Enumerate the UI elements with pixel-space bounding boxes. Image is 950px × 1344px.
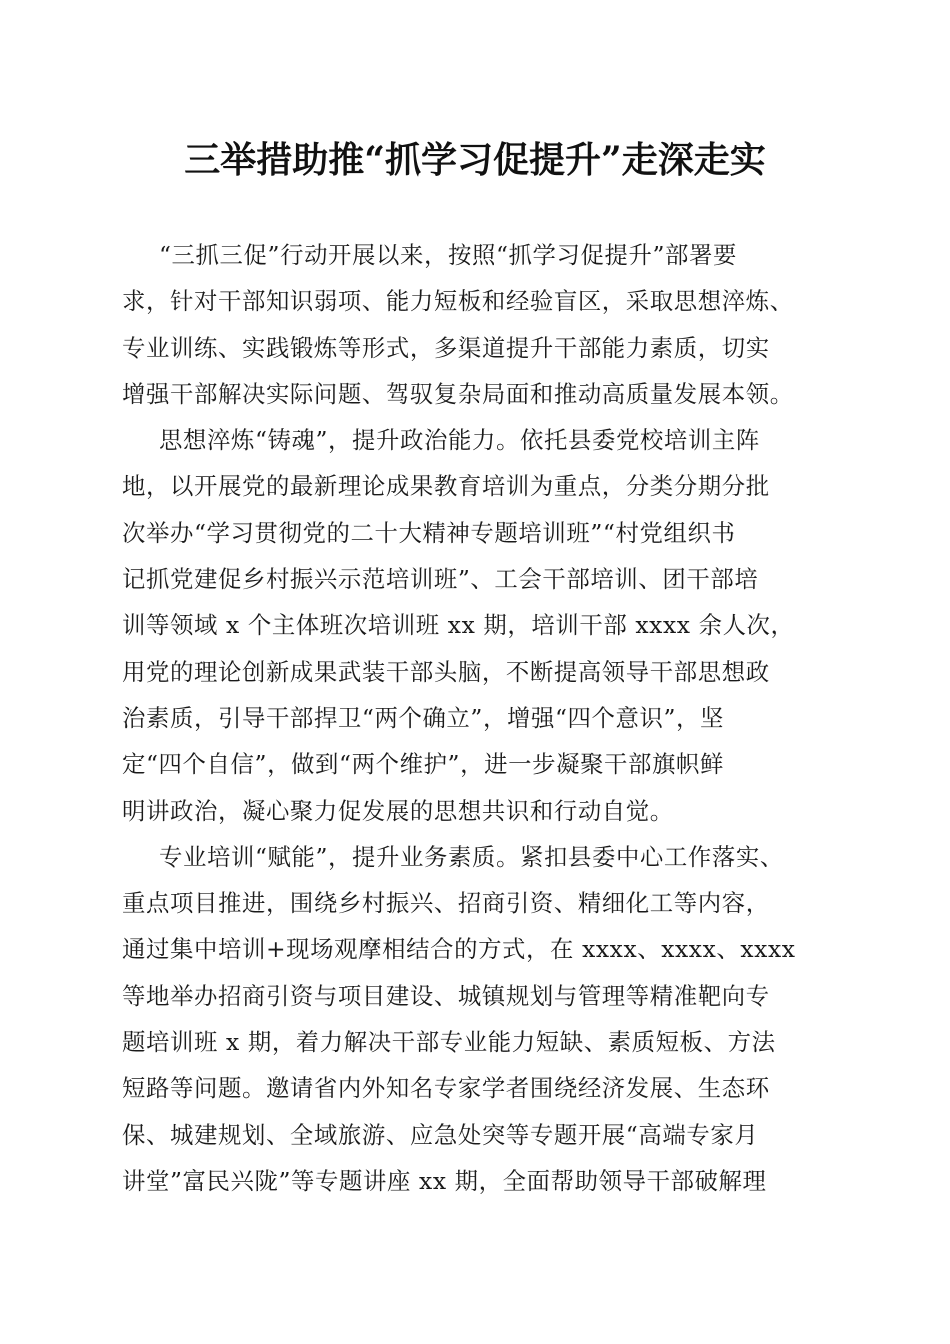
paragraph-line: 训等领域 x 个主体班次培训班 xx 期，培训干部 xxxx 余人次，: [122, 611, 795, 640]
paragraph-line: 专业训练、实践锻炼等形式，多渠道提升干部能力素质，切实: [122, 333, 770, 362]
paragraph-line: 保、城建规划、全域旅游、应急处突等专题开展“高端专家月: [122, 1120, 759, 1149]
paragraph-line: 讲堂”富民兴陇”等专题讲座 xx 期，全面帮助领导干部破解理: [122, 1166, 767, 1195]
paragraph-line: 专业培训“赋能”，提升业务素质。紧扣县委中心工作落实、: [159, 842, 784, 871]
paragraph-line: 用党的理论创新成果武装干部头脑，不断提高领导干部思想政: [122, 657, 770, 686]
paragraph-line: 题培训班 x 期，着力解决干部专业能力短缺、素质短板、方法: [122, 1028, 776, 1057]
paragraph-line: 重点项目推进，围绕乡村振兴、招商引资、精细化工等内容，: [122, 889, 770, 918]
paragraph-line: 求，针对干部知识弱项、能力短板和经验盲区，采取思想淬炼、: [122, 287, 794, 316]
paragraph-line: 短路等问题。邀请省内外知名专家学者围绕经济发展、生态环: [122, 1074, 770, 1103]
paragraph-line: 地，以开展党的最新理论成果教育培训为重点，分类分期分批: [122, 472, 770, 501]
paragraph-line: 等地举办招商引资与项目建设、城镇规划与管理等精准靶向专: [122, 981, 770, 1010]
paragraph-line: 通过集中培训+现场观摩相结合的方式，在 xxxx、xxxx、xxxx: [122, 935, 796, 964]
paragraph-line: 记抓党建促乡村振兴示范培训班”、工会干部培训、团干部培: [122, 565, 759, 594]
paragraph-line: 次举办“学习贯彻党的二十大精神专题培训班”“村党组织书: [122, 518, 736, 547]
paragraph-line: 治素质，引导干部捍卫“两个确立”，增强“四个意识”，坚: [122, 703, 725, 732]
paragraph-line: 增强干部解决实际问题、驾驭复杂局面和推动高质量发展本领。: [122, 379, 794, 408]
document-body: [122, 232, 832, 1204]
document-title: 三举措助推“抓学习促提升”走深走实: [184, 139, 766, 181]
paragraph-line: 明讲政治，凝心聚力促发展的思想共识和行动自觉。: [122, 796, 674, 825]
paragraph-line: 思想淬炼“铸魂”，提升政治能力。依托县委党校培训主阵: [159, 426, 760, 455]
paragraph-line: “三抓三促”行动开展以来，按照“抓学习促提升”部署要: [159, 241, 738, 269]
paragraph-line: 定“四个自信”，做到“两个维护”，进一步凝聚干部旗帜鲜: [122, 750, 725, 779]
